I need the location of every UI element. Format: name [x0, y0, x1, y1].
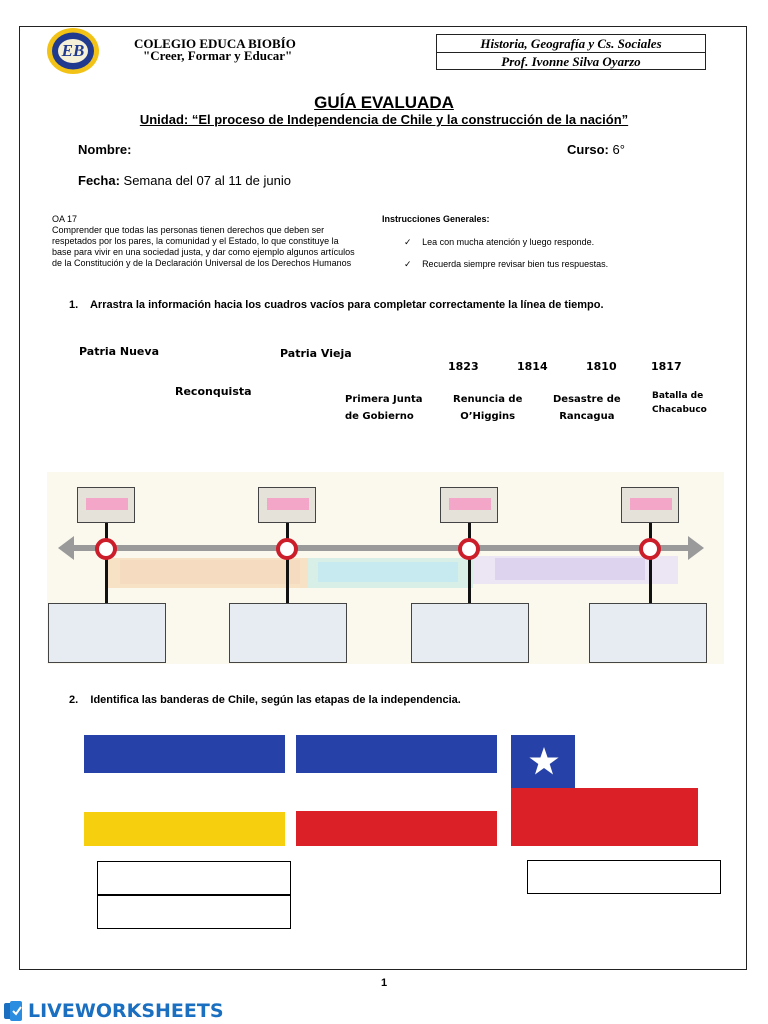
watermark-text: LIVEWORKSHEETS [28, 1000, 224, 1022]
check-icon: ✓ [404, 259, 412, 269]
flag-transicion [296, 735, 497, 846]
date-value: Semana del 07 al 11 de junio [123, 173, 291, 188]
answer-box[interactable] [97, 861, 291, 895]
flag-stripe [296, 811, 497, 846]
drop-zone-band[interactable] [318, 562, 458, 582]
tile-line: Renuncia de [453, 394, 523, 405]
pink-tag [630, 498, 672, 510]
oa-line: base para vivir en una sociedad justa, y dar como ejemplo algunos artículos [52, 247, 355, 257]
timeline-stem [649, 558, 652, 604]
tile-line: Chacabuco [652, 405, 707, 415]
tile-patria-vieja[interactable]: Patria Vieja [280, 347, 352, 360]
pink-tag [267, 498, 309, 510]
page-number: 1 [380, 977, 388, 989]
tile-line: Desastre de [553, 394, 621, 405]
teacher-name: Prof. Ivonne Silva Oyarzo [501, 54, 641, 69]
tile-year-1823[interactable]: 1823 [448, 360, 479, 373]
year-drop-box[interactable] [621, 487, 679, 523]
star-icon [528, 746, 560, 778]
tile-reconquista[interactable]: Reconquista [175, 385, 252, 398]
timeline-stem [468, 558, 471, 604]
instruction-item [404, 259, 608, 270]
question-1: 1. Arrastra la información hacia los cuadros vacíos para completar correctamente la línea de tiempo. [69, 299, 604, 311]
flag-stripe [511, 788, 698, 846]
year-drop-box[interactable] [258, 487, 316, 523]
tile-batalla-chacabuco[interactable] [652, 389, 707, 417]
liveworksheets-logo [4, 999, 224, 1023]
tile-year-1814[interactable]: 1814 [517, 360, 548, 373]
tile-primera-junta[interactable] [345, 391, 423, 425]
page-title: GUÍA EVALUADA [314, 93, 454, 112]
tile-year-1817[interactable]: 1817 [651, 360, 682, 373]
question-2: 2. Identifica las banderas de Chile, según las etapas de la independencia. [69, 694, 461, 706]
logo-lettering: EB [61, 41, 85, 60]
course-field [567, 142, 625, 157]
pink-tag [86, 498, 128, 510]
oa-line: respetados por los pares, la comunidad y el Estado, lo que constituye la [52, 236, 339, 246]
flag-stripe [296, 735, 497, 773]
event-drop-box[interactable] [411, 603, 529, 663]
flag-stripe [84, 735, 285, 773]
timeline-node [458, 538, 480, 560]
instruction-text: Recuerda siempre revisar bien tus respuestas. [422, 259, 609, 269]
flag-stripe [575, 735, 698, 788]
year-drop-box[interactable] [440, 487, 498, 523]
flag-stripe [84, 773, 285, 812]
tile-renuncia-ohiggins[interactable] [453, 391, 522, 425]
timeline-axis [70, 545, 692, 551]
year-drop-box[interactable] [77, 487, 135, 523]
flag-stripe [296, 773, 497, 811]
tile-line: Primera Junta [345, 394, 423, 405]
event-drop-box[interactable] [48, 603, 166, 663]
answer-box[interactable] [527, 860, 721, 894]
timeline-node [639, 538, 661, 560]
flag-chile [511, 735, 698, 846]
school-name: COLEGIO EDUCA BIOBÍO [134, 36, 296, 51]
liveworksheets-icon [4, 1001, 26, 1021]
tile-line: O’Higgins [460, 411, 516, 422]
flag-stripe [84, 812, 285, 846]
oa-line: Comprender que todas las personas tienen derechos que deben ser [52, 225, 325, 235]
oa-code: OA 17 [52, 214, 78, 224]
flag-patria-vieja [84, 735, 285, 846]
subject-name: Historia, Geografía y Cs. Sociales [437, 35, 705, 53]
tile-line: Rancagua [559, 411, 615, 422]
course-label: Curso: [567, 142, 609, 157]
tile-line: Batalla de [652, 391, 704, 401]
subject-box [436, 34, 706, 70]
instruction-text: Lea con mucha atención y luego responde. [422, 237, 595, 247]
tile-desastre-rancagua[interactable] [553, 391, 621, 425]
date-field [78, 173, 291, 188]
answer-box[interactable] [97, 895, 291, 929]
instruction-item [404, 237, 594, 248]
timeline-stem [286, 558, 289, 604]
event-drop-box[interactable] [589, 603, 707, 663]
course-value: 6° [612, 142, 625, 157]
tile-line: de Gobierno [345, 411, 414, 422]
unit-title: Unidad: “El proceso de Independencia de Chile y la construcción de la nación” [139, 112, 629, 127]
school-motto: "Creer, Formar y Educar" [143, 48, 293, 63]
date-label: Fecha: [78, 173, 120, 188]
timeline-stem [105, 558, 108, 604]
school-logo [46, 27, 100, 75]
check-icon: ✓ [404, 237, 412, 247]
oa-block [52, 214, 382, 269]
name-label: Nombre: [78, 142, 132, 157]
tile-year-1810[interactable]: 1810 [586, 360, 617, 373]
timeline-node [95, 538, 117, 560]
event-drop-box[interactable] [229, 603, 347, 663]
drop-zone-band[interactable] [495, 558, 645, 580]
arrow-right-icon [688, 536, 704, 560]
arrow-left-icon [58, 536, 74, 560]
tile-patria-nueva[interactable]: Patria Nueva [79, 345, 159, 358]
instructions-heading: Instrucciones Generales: [382, 214, 490, 224]
timeline-node [276, 538, 298, 560]
drop-zone-band[interactable] [120, 560, 300, 584]
pink-tag [449, 498, 491, 510]
oa-line: de la Constitución y de la Declaración Universal de los Derechos Humanos [52, 258, 352, 268]
